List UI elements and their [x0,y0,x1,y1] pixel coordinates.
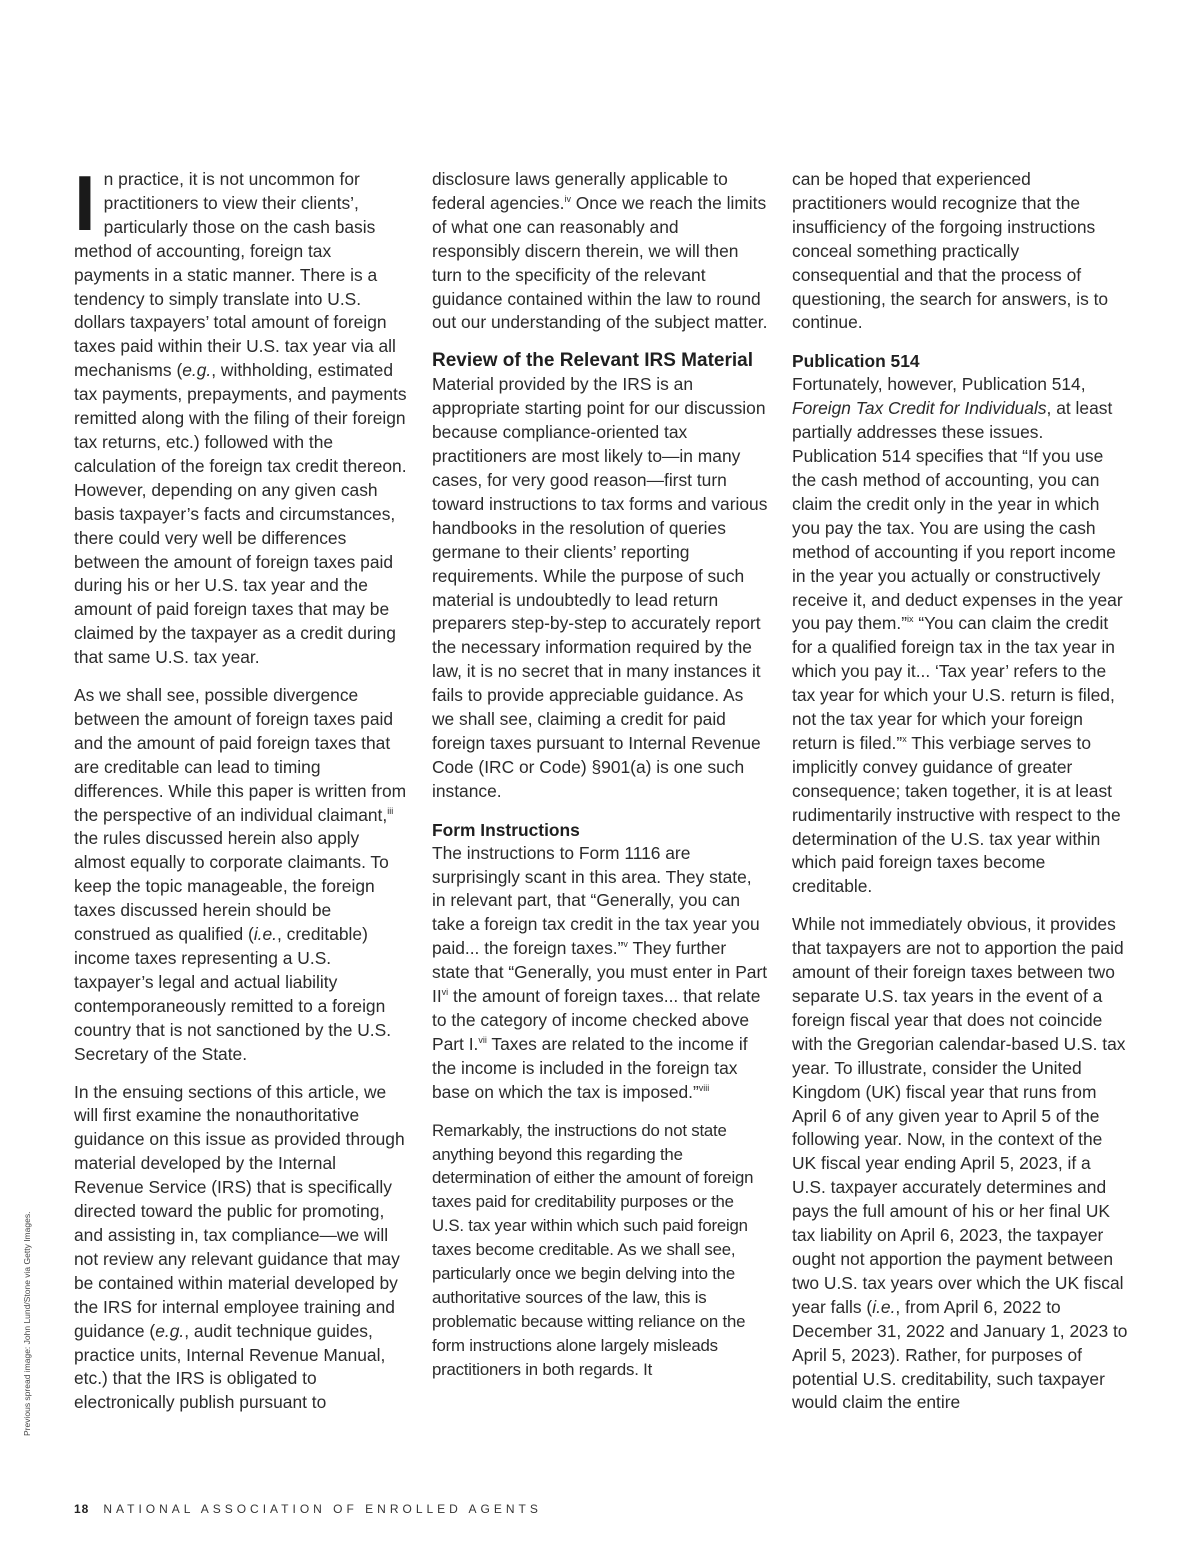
footnote-ref: vi [441,987,449,998]
photo-credit: Previous spread image: John Lund/Stone via Getty Images. [22,1211,32,1436]
footnote-ref: viii [698,1082,710,1093]
footnote-ref: vii [478,1034,487,1045]
drop-cap: I [74,159,96,247]
page-number: 18 [74,1502,90,1516]
footnote-ref: iii [387,805,394,816]
section-heading: Review of the Relevant IRS Material [432,350,753,372]
subsection-heading: Form Instructions [432,819,580,840]
subsection-heading: Publication 514 [792,351,920,372]
column-1 [74,159,410,1429]
publication-name: NATIONAL ASSOCIATION OF ENROLLED AGENTS [103,1502,542,1516]
footnote-ref: v [623,939,628,950]
paragraph: Fortunately, however, Publication 514, Foreign Tax Credit for Individuals, at least partially addresses these issues. Publication 514 specifies that “If you use the cash method of accounting, you can claim the credit only in the year in which you pay the tax. You are using the cash method of accounting if you report income in the year you actually or constructively receive it, and deduct expenses in the year you pay them.”$^{ix}$ “You can claim the credit for a qualified foreign tax in the tax year in which you pay it... ‘Tax year’ refers to the tax year for which your U.S. return is filed, not the tax year for which your foreign return is filed.”$^x$ This verbiage serves to implicitly convey guidance of greater consequence; taken together, it is at least rudimentarily instructive with respect to the determination of the U.S. tax year within which paid foreign taxes become creditable. [792,374,1123,897]
footnote-ref: x [902,733,907,744]
footnote-ref: ix [907,614,914,625]
page-footer [74,1502,542,1516]
column-3 [792,168,1128,1429]
intro-paragraph: In practice, it is not uncommon for practitioners to view their clients’, particularly those on the cash basis method of accounting, foreign tax payments in a static manner. There is a tendency to simply translate into U.S. dollars taxpayers’ total amount of foreign taxes paid within their U.S. tax year via all mechanisms (e.g., withholding, estimated tax payments, prepayments, and payments remitted along with the filing of their foreign tax returns, etc.) followed with the calculation of the foreign tax credit thereon. However, depending on any given cash basis taxpayer’s facts and circumstances, there could very well be differences between the amount of foreign taxes paid during his or her U.S. tax year and the amount of paid foreign taxes that may be claimed by the taxpayer as a credit during that same U.S. tax year. [74,159,407,668]
paragraph: While not immediately obvious, it provides that taxpayers are not to apportion the paid amount of their foreign taxes between two separate U.S. tax years in the event of a foreign fiscal year that does not coincide with the Gregorian calendar-based U.S. tax year. To illustrate, consider the United Kingdom (UK) fiscal year that runs from April 6 of any given year to April 5 of the following year. Now, in the context of the UK fiscal year ending April 5, 2023, if a U.S. taxpayer accurately determines and pays the full amount of his or her final UK tax liability on April 6, 2023, the taxpayer ought not apportion the payment between two U.S. tax years over which the UK fiscal year falls (i.e., from April 6, 2022 to December 31, 2022 and January 1, 2023 to April 5, 2023). Rather, for purposes of potential U.S. creditability, such taxpayer would claim the entire [792,914,1128,1413]
paragraph: In the ensuing sections of this article, we will first examine the nonauthoritative guidance on this issue as provided through material developed by the Internal Revenue Service (IRS) that is specifically directed toward the public for promoting, and assisting in, tax compliance—we will not review any relevant guidance that may be contained within material developed by the IRS for internal employee training and guidance (e.g., audit technique guides, practice units, Internal Revenue Manual, etc.) that the IRS is obligated to electronically publish pursuant to [74,1081,405,1413]
paragraph: As we shall see, possible divergence between the amount of foreign taxes paid and the amount of paid foreign taxes that are creditable can lead to timing differences. While this paper is written from the perspective of an individual claimant,$^{iii}$ the rules discussed herein also apply almost equally to corporate claimants. To keep the topic manageable, the foreign taxes discussed herein should be construed as qualified (i.e., creditable) income taxes representing a U.S. taxpayer’s legal and actual liability contemporaneously remitted to a foreign country that is not sanctioned by the U.S. Secretary of the State. [74,685,407,1064]
paragraph: disclosure laws generally applicable to federal agencies.$^{iv}$ Once we reach the limits of what one can reasonably and responsibly discern therein, we will then turn to the specificity of the relevant guidance contained within the law to round out our understanding of the subject matter. [432,169,768,333]
paragraph: can be hoped that experienced practitioners would recognize that the insufficiency of the forgoing instructions conceal something practically consequential and that the process of questioning, the search for answers, is to continue. [792,169,1109,333]
paragraph: Remarkably, the instructions do not state anything beyond this regarding the determination of either the amount of foreign taxes paid for creditability purposes or the U.S. tax year within which such paid foreign taxes become creditable. As we shall see, particularly once we begin delving into the authoritative sources of the law, this is problematic because witting reliance on the form instructions alone largely misleads practitioners in both regards. It [432,1120,754,1379]
column-2 [432,168,768,1396]
paragraph: Material provided by the IRS is an appropriate starting point for our discussion because compliance-oriented tax practitioners are most likely to—in many cases, for very good reason—first turn toward instructions to tax forms and various handbooks in the resolution of queries germane to their clients’ reporting requirements. While the purpose of such material is undoubtedly to lead return preparers step-by-step to accurately report the necessary information required by the law, it is no secret that in many instances it fails to provide appreciable guidance. As we shall see, claiming a credit for paid foreign taxes pursuant to Internal Revenue Code (IRC or Code) §901(a) is one such instance. [432,374,768,801]
footnote-ref: iv [564,193,571,204]
paragraph: The instructions to Form 1116 are surprisingly scant in this area. They state, in relevant part, that “Generally, you can take a foreign tax credit in the tax year you paid... the foreign taxes.”$^v$ They further state that “Generally, you must enter in Part II$^{vi}$ the amount of foreign taxes... that relate to the category of income checked above Part I.$^{vii}$ Taxes are related to the income if the income is included in the foreign tax base on which the tax is imposed.”$^{viii}$ [432,842,768,1102]
